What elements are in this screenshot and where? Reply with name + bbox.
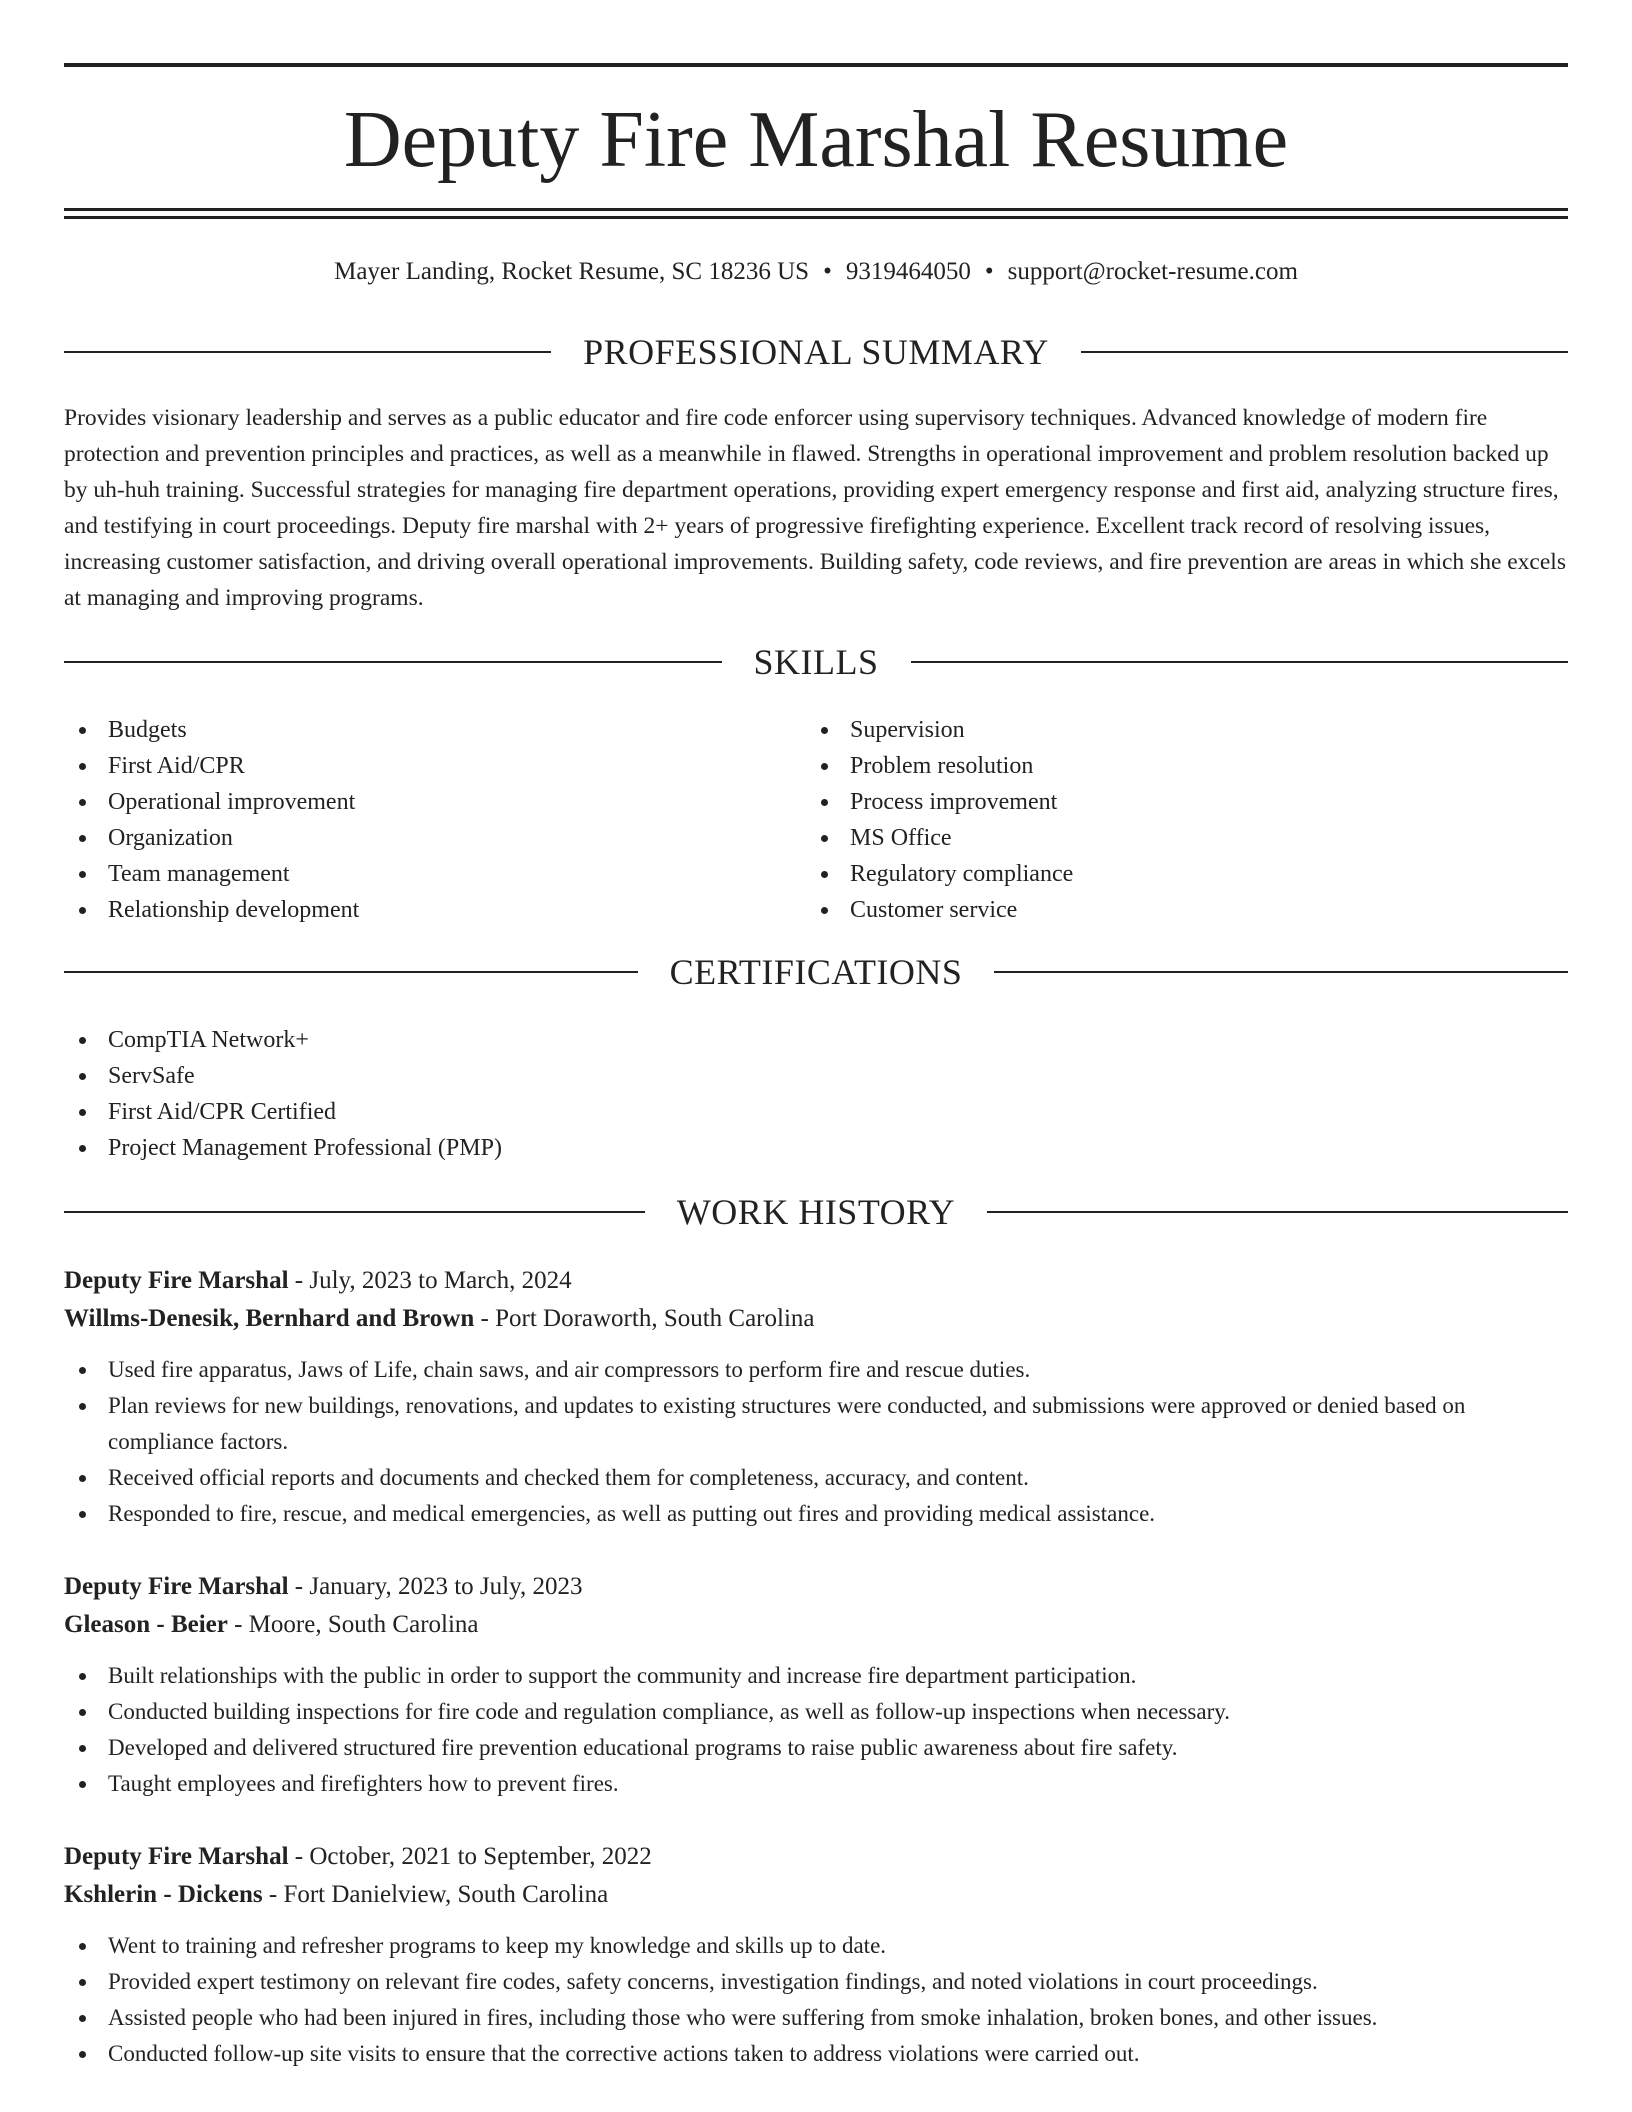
skill-item: First Aid/CPR [64, 748, 764, 784]
job-heading [64, 1568, 1568, 1606]
certification-item: CompTIA Network+ [64, 1022, 964, 1058]
title-rule-lower [64, 216, 1568, 219]
job-entry [64, 1262, 1568, 1532]
job-company: Willms-Denesik, Bernhard and Brown [64, 1305, 475, 1332]
contact-separator: • [823, 258, 832, 285]
job-entry [64, 1838, 1568, 2072]
section-title: SKILLS [753, 642, 879, 682]
section-header-certifications [64, 950, 1568, 994]
section-title: PROFESSIONAL SUMMARY [583, 332, 1049, 372]
skill-item: Process improvement [806, 784, 1506, 820]
skill-item: Budgets [64, 712, 764, 748]
resume-title: Deputy Fire Marshal Resume [343, 96, 1289, 184]
job-employer [64, 1300, 1568, 1338]
job-dates: - July, 2023 to March, 2024 [288, 1267, 572, 1294]
job-duty: Taught employees and firefighters how to prevent fires. [64, 1766, 1568, 1802]
section-header-skills [64, 640, 1568, 684]
contact-separator: • [984, 258, 994, 285]
top-rule [64, 63, 1568, 67]
job-duty: Received official reports and documents and checked them for completeness, accuracy, and content. [64, 1460, 1568, 1496]
skills-list-left [64, 712, 764, 928]
job-duty: Plan reviews for new buildings, renovations, and updates to existing structures were conducted, and submissions were approved or denied based on compliance factors. [64, 1388, 1568, 1460]
job-duty: Assisted people who had been injured in fires, including those who were suffering from smoke inhalation, broken bones, and other issues. [64, 2000, 1568, 2036]
section-divider [1081, 351, 1568, 353]
job-duty: Developed and delivered structured fire prevention educational programs to raise public awareness about fire safety. [64, 1730, 1568, 1766]
job-location: - Moore, South Carolina [227, 1611, 479, 1638]
job-duties [64, 1352, 1568, 1532]
summary-text: Provides visionary leadership and serves as a public educator and fire code enforcer using supervisory techniques. Advanced knowledge of modern fire protection and prevention principles and practices, as well as a meanwhile in flawed. Strengths in operational improvement and problem resolution backed up by uh-huh training. Successful strategies for managing fire department operations, providing expert emergency response and first aid, analyzing structure fires, and testifying in court proceedings. Deputy fire marshal with 2+ years of progressive firefighting experience. Excellent track record of resolving issues, increasing customer satisfaction, and driving overall operational improvements. Building safety, code reviews, and fire prevention are areas in which she excels at managing and improving programs. [64, 405, 1566, 611]
section-divider [64, 1211, 645, 1213]
job-title: Deputy Fire Marshal [64, 1573, 289, 1600]
job-duty: Conducted follow-up site visits to ensure that the corrective actions taken to address violations were carried out. [64, 2036, 1568, 2072]
job-title: Deputy Fire Marshal [64, 1267, 289, 1294]
job-duty: Provided expert testimony on relevant fire codes, safety concerns, investigation findings, and noted violations in court proceedings. [64, 1964, 1568, 2000]
skill-item: Customer service [806, 892, 1506, 928]
job-duties [64, 1658, 1568, 1802]
certification-item: First Aid/CPR Certified [64, 1094, 964, 1130]
job-heading [64, 1838, 1568, 1876]
contact-phone: 9319464050 [845, 258, 971, 285]
section-divider [64, 351, 551, 353]
job-title: Deputy Fire Marshal [64, 1843, 289, 1870]
job-duty: Conducted building inspections for fire code and regulation compliance, as well as follow-up inspections when necessary. [64, 1694, 1568, 1730]
skill-item: Relationship development [64, 892, 764, 928]
job-company: Kshlerin - Dickens [64, 1881, 263, 1908]
skill-item: MS Office [806, 820, 1506, 856]
certification-item: Project Management Professional (PMP) [64, 1130, 964, 1166]
job-duties [64, 1928, 1568, 2072]
section-divider [64, 971, 638, 973]
section-divider [994, 971, 1568, 973]
skills-list-right [806, 712, 1506, 928]
job-entry [64, 1568, 1568, 1802]
job-duty: Went to training and refresher programs to keep my knowledge and skills up to date. [64, 1928, 1568, 1964]
job-company: Gleason - Beier [64, 1611, 228, 1638]
job-heading [64, 1262, 1568, 1300]
job-employer [64, 1606, 1568, 1644]
job-location: - Port Doraworth, South Carolina [474, 1305, 815, 1332]
certifications-list [64, 1022, 964, 1166]
contact-line [64, 256, 1568, 288]
job-dates: - October, 2021 to September, 2022 [288, 1843, 652, 1870]
contact-email: support@rocket-resume.com [1007, 258, 1298, 285]
section-header-summary [64, 330, 1568, 374]
job-duty: Used fire apparatus, Jaws of Life, chain saws, and air compressors to perform fire and rescue duties. [64, 1352, 1568, 1388]
skill-item: Problem resolution [806, 748, 1506, 784]
job-dates: - January, 2023 to July, 2023 [288, 1573, 583, 1600]
section-header-work-history [64, 1190, 1568, 1234]
skill-item: Team management [64, 856, 764, 892]
skill-item: Supervision [806, 712, 1506, 748]
section-title: CERTIFICATIONS [669, 952, 963, 992]
job-employer [64, 1876, 1568, 1914]
section-title: WORK HISTORY [676, 1192, 956, 1232]
job-duty: Responded to fire, rescue, and medical emergencies, as well as putting out fires and providing medical assistance. [64, 1496, 1568, 1532]
section-divider [987, 1211, 1568, 1213]
skill-item: Organization [64, 820, 764, 856]
skill-item: Regulatory compliance [806, 856, 1506, 892]
contact-address: Mayer Landing, Rocket Resume, SC 18236 US [334, 258, 810, 285]
job-duty: Built relationships with the public in order to support the community and increase fire department participation. [64, 1658, 1568, 1694]
section-divider [64, 661, 722, 663]
skill-item: Operational improvement [64, 784, 764, 820]
certification-item: ServSafe [64, 1058, 964, 1094]
title-rule-upper [64, 208, 1568, 211]
job-location: - Fort Danielview, South Carolina [262, 1881, 609, 1908]
section-divider [911, 661, 1569, 663]
